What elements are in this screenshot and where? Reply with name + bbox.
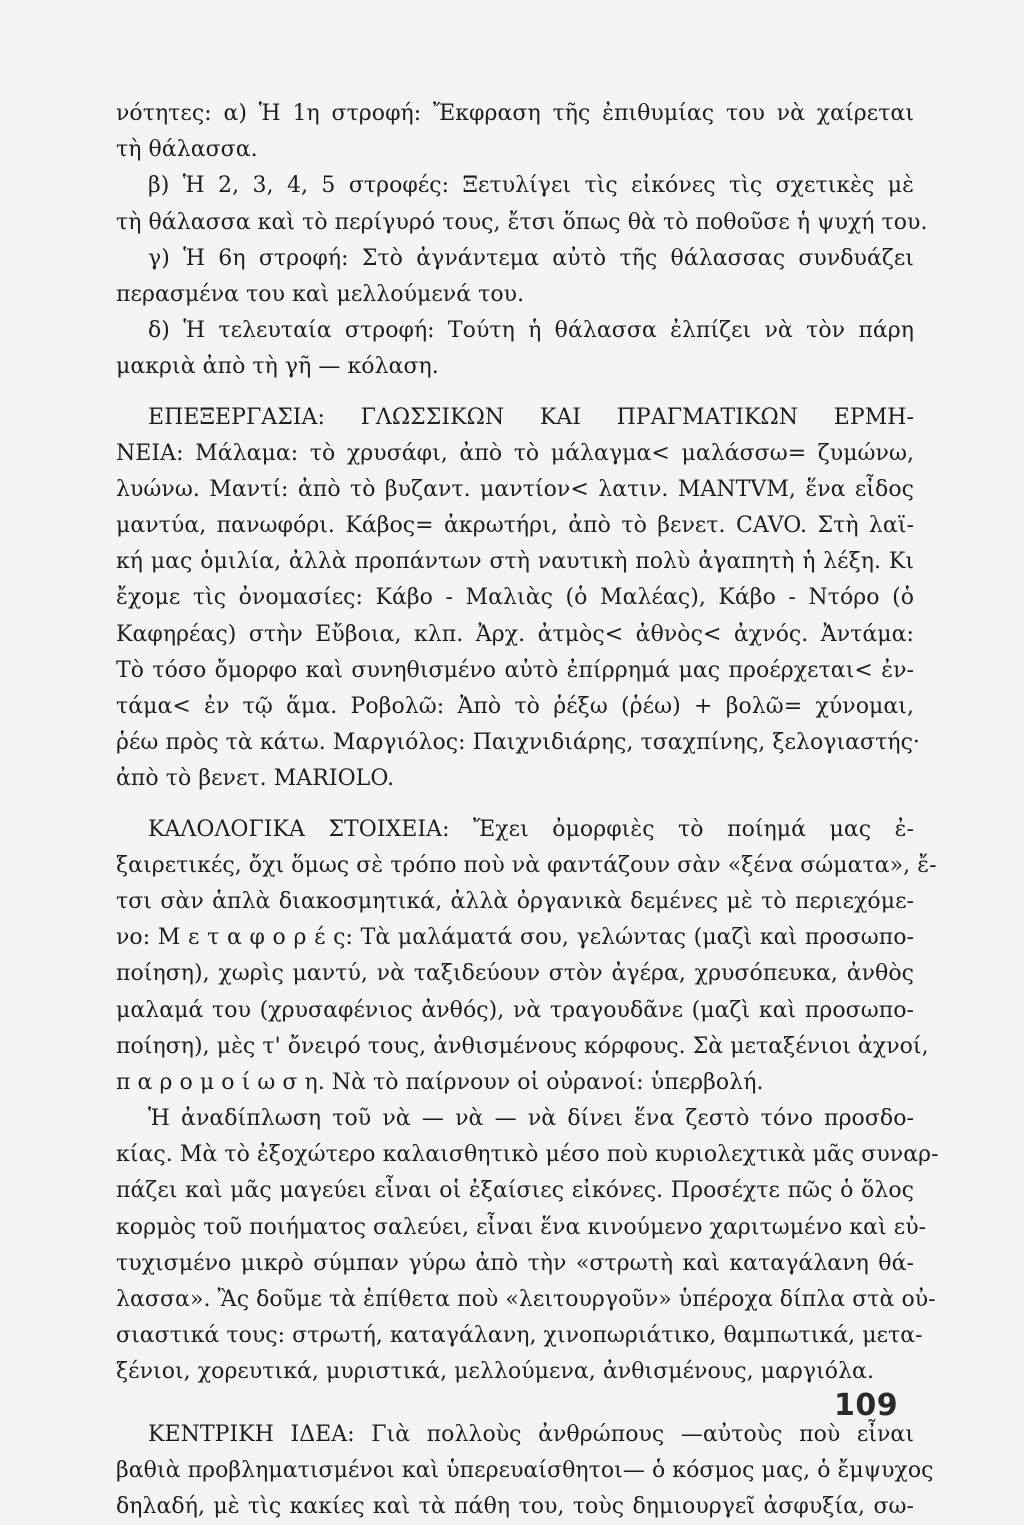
text-line: Ἡ ἀναδίπλωση τοῦ νὰ — νὰ — νὰ δίνει ἕνα ζεστὸ τόνο προσδο- <box>148 1106 914 1132</box>
text-line: ἔχομε τὶς ὀνομασίες: Κάβο - Μαλιὰς (ὁ Μαλέας), Κάβο - Ντόρο (ὁ <box>116 585 914 611</box>
text-line: τσι σὰν ἁπλὰ διακοσμητικά, ἀλλὰ ὀργανικὰ δεμένες μὲ τὸ περιεχόμε- <box>116 888 914 914</box>
text-line: ἀπὸ τὸ βενετ. MARIOLO. <box>116 766 395 792</box>
text-line: κή μας ὁμιλία, ἀλλὰ προπάντων στὴ ναυτικὴ πολὺ ἀγαπητὴ ἡ λέξη. Κι <box>116 549 914 575</box>
text-line: ῥέω πρὸς τὰ κάτω. Μαργιόλος: Παιχνιδιάρης, τσαχπίνης, ξελογιαστής· <box>116 730 920 756</box>
text-line: τυχισμένο μικρὸ σύμπαν γύρω ἀπὸ τὴν «στρωτὴ καὶ καταγάλανη θά- <box>116 1250 914 1276</box>
text-line: π α ρ ο μ ο ί ω σ η. Νὰ τὸ παίρνουν οἱ οὐρανοί: ὑπερβολή. <box>116 1069 764 1095</box>
text-line: κίας. Μὰ τὸ ἐξοχώτερο καλαισθητικὸ μέσο ποὺ κυριολεχτικὰ μᾶς συναρ- <box>116 1142 939 1168</box>
text-line: ξαιρετικές, ὄχι ὅμως σὲ τρόπο ποὺ νὰ φαντάζουν σὰν «ξένα σώματα», ἔ- <box>116 852 937 878</box>
text-line: Τὸ τόσο ὄμορφο καὶ συνηθισμένο αὐτὸ ἐπίρρημά μας προέρχεται< ἐν- <box>116 657 914 683</box>
section-heading-line: ΕΠΕΞΕΡΓΑΣΙΑ: ΓΛΩΣΣΙΚΩΝ ΚΑΙ ΠΡΑΓΜΑΤΙΚΩΝ ΕΡΜΗ- <box>148 404 914 430</box>
text-line: ποίηση), μὲς τ' ὄνειρό τους, ἀνθισμένους κόρφους. Σὰ μεταξένιοι ἀχνοί, <box>116 1033 929 1059</box>
text-line: ποίηση), χωρὶς μαντύ, νὰ ταξιδεύουν στὸν ἀγέρα, χρυσόπευκα, ἀνθὸς <box>116 961 914 987</box>
text-line: περασμένα του καὶ μελλούμενά του. <box>116 281 525 307</box>
text-line: ξένιοι, χορευτικά, μυριστικά, μελλούμενα, ἀνθισμένους, μαργιόλα. <box>116 1359 875 1385</box>
text-line: ΝΕΙΑ: Μάλαμα: τὸ χρυσάφι, ἀπὸ τὸ μάλαγμα< μαλάσσω= ζυμώνω, <box>116 440 914 466</box>
text-line: λασσα». Ἂς δοῦμε τὰ ἐπίθετα ποὺ «λειτουργοῦν» ὑπέροχα δίπλα στὰ οὐ- <box>116 1287 936 1312</box>
text-line: Καφηρέας) στὴν Εὔβοια, κλπ. Ἀρχ. ἀτμὸς< ἀθνὸς< ἀχνός. Ἀντάμα: <box>116 621 914 647</box>
section-gap <box>116 1391 914 1417</box>
text-line: νο: Μ ε τ α φ ο ρ έ ς: Τὰ μαλάματά σου, γελώντας (μαζὶ καὶ προσωπο- <box>116 925 914 951</box>
page-body-text <box>116 96 939 1525</box>
text-line: πάζει καὶ μᾶς μαγεύει εἶναι οἱ ἐξαίσιες εἰκόνες. Προσέχτε πῶς ὁ ὅλος <box>116 1178 914 1204</box>
text-line: βαθιὰ προβληματισμένοι καὶ ὑπερευαίσθητοι— ὁ κόσμος μας, ὁ ἔμψυχος <box>116 1457 934 1483</box>
text-line: κορμὸς τοῦ ποιήματος σαλεύει, εἶναι ἕνα κινούμενο χαριτωμένο καὶ εὐ- <box>116 1214 927 1240</box>
text-line: νότητες: α) Ἡ 1η στροφή: Ἔκφραση τῆς ἐπιθυμίας του νὰ χαίρεται <box>116 101 914 126</box>
text-line: μαλαμά του (χρυσαφένιος ἀνθός), νὰ τραγουδᾶνε (μαζὶ καὶ προσωπο- <box>116 997 914 1023</box>
text-line: τὴ θάλασσα καὶ τὸ περίγυρό τους, ἔτσι ὅπως θὰ τὸ ποθοῦσε ἡ ψυχή του. <box>116 209 928 235</box>
text-line: σιαστικά τους: στρωτή, καταγάλανη, χινοπωριάτικο, θαμπωτικά, μετα- <box>116 1323 923 1349</box>
page-number: 109 <box>834 1388 899 1423</box>
text-line: λυώνω. Μαντί: ἀπὸ τὸ βυζαντ. μαντίον< λατιν. MANTVM, ἕνα εἶδος <box>116 476 914 502</box>
section-gap <box>116 386 914 400</box>
section-gap <box>116 798 914 812</box>
section-heading-line: ΚΕΝΤΡΙΚΗ ΙΔΕΑ: Γιὰ πολλοὺς ἀνθρώπους —αὐτοὺς ποὺ εἶναι <box>148 1421 914 1447</box>
text-line: β) Ἡ 2, 3, 4, 5 στροφές: Ξετυλίγει τὶς εἰκόνες τὶς σχετικὲς μὲ <box>148 173 914 199</box>
text-line: γ) Ἡ 6η στροφή: Στὸ ἀγνάντεμα αὐτὸ τῆς θάλασσας συνδυάζει <box>148 245 914 271</box>
section-heading-line: ΚΑΛΟΛΟΓΙΚΑ ΣΤΟΙΧΕΙΑ: Ἔχει ὀμορφιὲς τὸ ποίημά μας ἐ- <box>148 816 914 842</box>
text-line: τὴ θάλασσα. <box>116 137 258 163</box>
text-line: δηλαδή, μὲ τὶς κακίες καὶ τὰ πάθη του, τοὺς δημιουργεῖ ἀσφυξία, σω- <box>116 1493 914 1519</box>
text-line: τάμα< ἐν τῷ ἅμα. Ροβολῶ: Ἀπὸ τὸ ῥέξω (ῥέω) + βολῶ= χύνομαι, <box>116 694 914 719</box>
text-line: μαντύα, πανωφόρι. Κάβος= ἀκρωτήρι, ἀπὸ τὸ βενετ. CAVO. Στὴ λαϊ- <box>116 513 914 539</box>
text-line: μακριὰ ἀπὸ τὴ γῆ — κόλαση. <box>116 354 439 380</box>
text-line: δ) Ἡ τελευταία στροφή: Τούτη ἡ θάλασσα ἐλπίζει νὰ τὸν πάρη <box>148 318 914 344</box>
